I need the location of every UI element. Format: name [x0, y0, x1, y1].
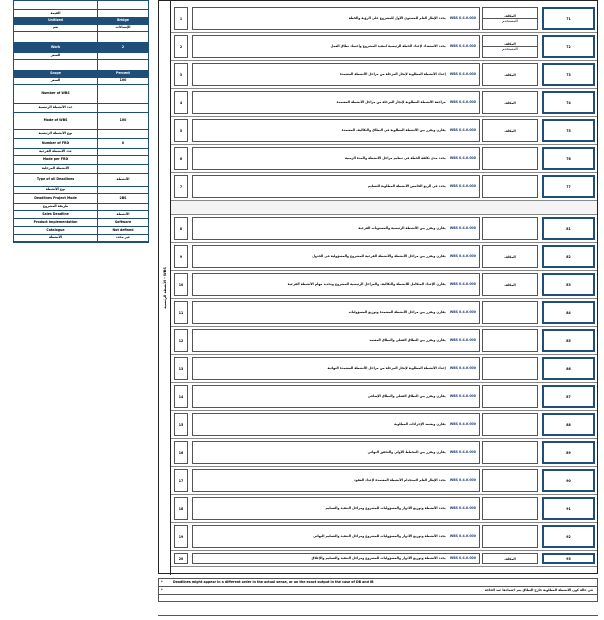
- group-label: الأنشطة الرئيسية - WBS: [162, 267, 167, 309]
- row-status-secondary: المستخدم: [483, 46, 537, 51]
- table-row: [171, 383, 597, 411]
- row-seq: 7: [174, 175, 188, 198]
- info-label-text: Work: [50, 44, 61, 49]
- row-seq: 5: [174, 119, 188, 142]
- info-row: [14, 1, 148, 9]
- info-label: [14, 187, 97, 193]
- row-status: [482, 441, 538, 464]
- info-value: [98, 139, 148, 148]
- row-description-text: مراجعة الأنشطة المطلوبة لإنجاز المرحلة من مراحل الأنشطة المعتمدة: [336, 99, 446, 104]
- info-label-text: السعر: [50, 78, 61, 83]
- row-status-secondary: المستخدم: [483, 18, 537, 23]
- row-code: WBS 0.4.0.000: [449, 71, 476, 76]
- table-row: [171, 145, 597, 173]
- info-label: [14, 71, 97, 77]
- row-status: [482, 119, 538, 142]
- info-row: [14, 227, 148, 234]
- info-row: [14, 104, 148, 112]
- row-status: [482, 385, 538, 408]
- row-seq: 19: [174, 525, 188, 548]
- row-code: WBS 0.4.0.000: [449, 421, 476, 426]
- table-row: [171, 467, 597, 495]
- row-seq: 11: [174, 301, 188, 324]
- info-value-text: 2BS: [119, 195, 127, 200]
- row-number: 87: [542, 385, 595, 408]
- info-value: [98, 78, 148, 84]
- row-code: WBS 0.4.0.000: [449, 505, 476, 510]
- table-row: [171, 89, 597, 117]
- row-description: [192, 301, 480, 324]
- row-seq: 13: [174, 357, 188, 380]
- info-value: [98, 211, 148, 218]
- row-seq: 1: [174, 7, 188, 30]
- row-status: [482, 357, 538, 380]
- row-description: [192, 553, 480, 564]
- row-number: 72: [542, 35, 595, 58]
- row-description-text: يحدد الأنشطة وتوزيع الأدوار والمسؤوليات للمشروع ومراحل التنفيذ والتسليم النهائي: [313, 533, 446, 538]
- row-seq: 2: [174, 35, 188, 58]
- footer-key: *: [161, 580, 163, 584]
- info-row: [14, 187, 148, 193]
- row-description-text: يقارن ويقرر بين مراحل الأنشطة المعتمدة وتوزيع المسؤوليات: [348, 309, 446, 314]
- row-code: WBS 0.4.0.000: [449, 477, 476, 482]
- info-label: [14, 113, 97, 129]
- row-description-text: يقارن ويقرر بين النطاق الفعلي والنطاق الإضافي: [367, 393, 446, 398]
- row-status: [482, 217, 538, 240]
- info-label: [14, 60, 97, 70]
- info-value: [98, 10, 148, 17]
- row-description: [192, 147, 480, 170]
- row-description: [192, 63, 480, 86]
- info-label: [14, 1, 97, 9]
- info-row: [14, 85, 148, 103]
- info-row: [14, 71, 148, 77]
- table-row: [171, 355, 597, 383]
- row-number: 77: [542, 175, 595, 198]
- info-label: [14, 139, 97, 148]
- row-number: 81: [542, 217, 595, 240]
- row-status-primary: المكلف: [504, 14, 516, 18]
- row-status: [482, 525, 538, 548]
- row-number: 76: [542, 147, 595, 170]
- info-label: [14, 43, 97, 52]
- info-label-text: Number of FRD: [41, 140, 70, 145]
- row-status-primary: المكلف: [504, 128, 516, 133]
- info-row: [14, 149, 148, 155]
- table-row: [171, 299, 597, 327]
- info-label: [14, 149, 97, 155]
- row-status-primary: المكلف: [504, 254, 516, 259]
- info-label-text: Catalogue: [46, 227, 65, 232]
- row-status: [482, 63, 538, 86]
- row-code: WBS 0.4.0.000: [449, 281, 476, 286]
- footer-row: [158, 594, 598, 602]
- row-status-primary: المكلف: [504, 72, 516, 77]
- info-label: [14, 211, 97, 218]
- info-value: [98, 53, 148, 59]
- row-status-primary: المكلف: [504, 282, 516, 287]
- info-label: [14, 85, 97, 103]
- info-value-text: 100: [119, 118, 127, 123]
- table-row: [171, 411, 597, 439]
- info-label: [14, 53, 97, 59]
- info-value: [98, 187, 148, 193]
- row-description: [192, 469, 480, 492]
- row-seq: 10: [174, 273, 188, 296]
- table-row: [171, 173, 597, 201]
- info-row: [14, 10, 148, 17]
- row-status: [482, 147, 538, 170]
- info-row: [14, 174, 148, 186]
- row-description: [192, 273, 480, 296]
- table-row: [171, 271, 597, 299]
- footer-row: [158, 586, 598, 594]
- row-description-text: يحدد الإطار العام لاستخدام الأنشطة المعتمدة لإعداد العقود: [353, 477, 446, 482]
- row-description-text: يقارن ويقرر بين الأنشطة الرئيسية والمستويات الفرعية: [358, 225, 446, 230]
- info-label-text: Sales Deadline: [42, 211, 69, 216]
- row-number: 74: [542, 91, 595, 114]
- info-row: [14, 219, 148, 226]
- info-row: [14, 113, 148, 129]
- row-status: [482, 301, 538, 324]
- info-label-text: Product Implementation: [33, 219, 78, 224]
- info-label-text: نوع الأنشطة: [45, 187, 66, 192]
- table-row: [171, 215, 597, 243]
- info-row: [14, 53, 148, 59]
- info-row: [14, 18, 148, 24]
- info-value-text: Not defined: [112, 227, 134, 232]
- info-value: [98, 235, 148, 241]
- table-row: [171, 33, 597, 61]
- row-seq: 4: [174, 91, 188, 114]
- table-row: [171, 439, 597, 467]
- row-description-text: يقارن الإعداد المتكامل للأنشطة والتكاليف والمراحل الرئيسية للمشروع وتحديد مهام الأنشطة الفرعية: [287, 281, 446, 286]
- info-label-text: Number of WBS: [41, 91, 70, 96]
- footer-right: في حالة كون الأنشطة المطلوبة خارج النطاق يتم اعتمادها عند الحاجة: [484, 588, 593, 592]
- row-seq: 20: [174, 553, 188, 564]
- row-code: WBS 0.4.0.000: [449, 365, 476, 370]
- info-label-text: Scope: [50, 71, 61, 76]
- info-value: [98, 219, 148, 226]
- info-row: [14, 25, 148, 31]
- row-status: [482, 497, 538, 520]
- row-code: WBS 0.4.0.000: [449, 533, 476, 538]
- info-label: [14, 227, 97, 234]
- info-row: [14, 139, 148, 148]
- row-description-text: يقارن ويعتمد الإجراءات المطلوبة: [394, 421, 446, 426]
- row-code: WBS 0.4.0.000: [449, 155, 476, 160]
- info-value-text: Software: [114, 219, 132, 224]
- row-number: 90: [542, 469, 595, 492]
- info-value-text: 2: [121, 44, 125, 49]
- info-label: [14, 104, 97, 112]
- row-description: [192, 91, 480, 114]
- info-label: [14, 194, 97, 203]
- info-value-text: الأنشطة: [116, 211, 130, 216]
- info-value: [98, 18, 148, 24]
- bottom-divider: [158, 615, 598, 616]
- row-code: WBS 0.4.0.000: [449, 337, 476, 342]
- info-label: [14, 156, 97, 164]
- info-label-text: Mode of WBS: [43, 118, 68, 123]
- row-description-text: يحدد الإطار العام للمستوى الأول للمشروع على الرؤية والخطة: [348, 15, 446, 20]
- info-value: [98, 165, 148, 173]
- info-label-text: عدد الأنشطة الفرعية: [39, 149, 72, 154]
- info-value: [98, 1, 148, 9]
- info-label: [14, 204, 97, 210]
- row-code: WBS 0.4.0.000: [449, 183, 476, 188]
- table-row: [171, 327, 597, 355]
- row-number: 75: [542, 119, 595, 142]
- info-row: [14, 60, 148, 70]
- info-label-text: Unitized: [48, 18, 63, 23]
- row-status: [482, 7, 538, 30]
- row-number: 82: [542, 245, 595, 268]
- row-description: [192, 357, 480, 380]
- row-description-text: يحدد الأنشطة وتوزيع الأدوار والمسؤوليات للمشروع ومراحل التنفيذ والتسليم: [325, 505, 446, 510]
- row-code: WBS 0.4.0.000: [449, 127, 476, 132]
- info-value-text: غير محدد: [115, 235, 131, 240]
- row-status-primary: المكلف: [504, 556, 516, 561]
- row-code: WBS 0.4.0.000: [449, 449, 476, 454]
- footer-text: Deadlines might appear in a different order in the actual sense, or on the exact output in the case of DB and IB: [173, 580, 374, 584]
- info-row: [14, 211, 148, 218]
- row-seq: 6: [174, 147, 188, 170]
- row-number: 86: [542, 357, 595, 380]
- row-description: [192, 245, 480, 268]
- row-description: [192, 175, 480, 198]
- row-seq: 8: [174, 217, 188, 240]
- info-label: [14, 130, 97, 138]
- row-status-primary: المكلف: [504, 42, 516, 46]
- row-description: [192, 413, 480, 436]
- row-description: [192, 497, 480, 520]
- schedule-table: [158, 0, 598, 574]
- info-row: [14, 235, 148, 241]
- row-status: [482, 91, 538, 114]
- info-value-text: 0: [121, 140, 125, 145]
- row-description-text: يقارن ويقرر بين مراحل الأنشطة والأنشطة الفرعية للمشروع والمسؤولية في الجدول: [312, 253, 446, 258]
- info-label: [14, 165, 97, 173]
- footer-key: *: [161, 588, 163, 592]
- info-row: [14, 43, 148, 52]
- table-row: [171, 201, 597, 215]
- row-status: [482, 469, 538, 492]
- info-value: [98, 25, 148, 31]
- info-label-text: طريقة المشروع: [42, 204, 69, 209]
- table-row: [171, 61, 597, 89]
- info-label: [14, 10, 97, 17]
- row-code: WBS 0.4.0.000: [449, 15, 476, 20]
- row-number: 85: [542, 329, 595, 352]
- row-code: WBS 0.4.0.000: [449, 43, 476, 48]
- info-value: [98, 204, 148, 210]
- row-status: [482, 413, 538, 436]
- row-description: [192, 7, 480, 30]
- info-value-text: Bridge: [117, 18, 129, 23]
- row-code: WBS 0.4.0.000: [449, 393, 476, 398]
- row-description-text: إعداد الأنشطة المطلوبة لإنجاز المرحلة من مراحل الأنشطة المعتمدة النهائية: [327, 365, 446, 370]
- info-label-text: نوع الأنشطة الرئيسية: [38, 131, 73, 136]
- table-row: [171, 243, 597, 271]
- row-number: 89: [542, 441, 595, 464]
- info-value: [98, 113, 148, 129]
- info-value-text: 100: [119, 78, 127, 83]
- row-status: [482, 35, 538, 58]
- footer-row: [158, 578, 598, 586]
- table-row: [171, 5, 597, 33]
- row-code: WBS 0.4.0.000: [449, 309, 476, 314]
- row-code: WBS 0.4.0.000: [449, 555, 476, 560]
- row-seq: 9: [174, 245, 188, 268]
- info-label-text: السعر: [50, 53, 61, 58]
- info-value: [98, 174, 148, 186]
- info-row: [14, 156, 148, 164]
- row-description: [192, 329, 480, 352]
- row-number: 88: [542, 413, 595, 436]
- info-value-text: الأنشطة: [116, 177, 130, 182]
- info-value: [98, 149, 148, 155]
- group-label-cell: [159, 1, 171, 575]
- row-number: 84: [542, 301, 595, 324]
- row-code: WBS 0.4.0.000: [449, 253, 476, 258]
- info-row: [14, 130, 148, 138]
- row-description-text: يقارن ويقرر بين النطاق الفعلي والنطاق المعتمد: [369, 337, 446, 342]
- row-number: 91: [542, 497, 595, 520]
- row-description-text: يحدد الأنشطة وتوزيع الأدوار والمسؤوليات للمشروع ومراحل التنفيذ والتسليم والإغلاق: [311, 555, 446, 560]
- row-description: [192, 35, 480, 58]
- info-label: [14, 235, 97, 241]
- row-description-text: إعداد الأنشطة المطلوبة لإنجاز المرحلة من مراحل الأنشطة المعتمدة: [339, 71, 446, 76]
- row-seq: 18: [174, 497, 188, 520]
- info-value-text: Percent: [116, 71, 130, 76]
- row-seq: 17: [174, 469, 188, 492]
- info-label: [14, 25, 97, 31]
- info-row: [14, 32, 148, 42]
- row-description: [192, 385, 480, 408]
- row-status: [482, 245, 538, 268]
- info-value: [98, 60, 148, 70]
- table-row: [171, 117, 597, 145]
- info-value: [98, 194, 148, 203]
- row-code: WBS 0.4.0.000: [449, 99, 476, 104]
- row-seq: 15: [174, 413, 188, 436]
- info-value: [98, 130, 148, 138]
- row-number: 73: [542, 63, 595, 86]
- row-description-text: يحدد الاستعداد لإعداد الخطة الرئيسية لتنفيذ المشروع واعتماد نطاق العمل: [330, 43, 446, 48]
- row-code: WBS 0.4.0.000: [449, 225, 476, 230]
- row-number: 71: [542, 7, 595, 30]
- info-label: [14, 219, 97, 226]
- info-label-text: القيمة: [50, 10, 61, 15]
- row-status: [482, 329, 538, 352]
- row-number: 83: [542, 273, 595, 296]
- row-description-text: يحدد مدى تكلفة الخطة في تنظيم مراحل الأنشطة والمدة الزمنية: [345, 155, 446, 160]
- row-status: [482, 273, 538, 296]
- row-description: [192, 525, 480, 548]
- info-value: [98, 71, 148, 77]
- row-description: [192, 217, 480, 240]
- row-status: [482, 553, 538, 564]
- row-status-primary: المكلف: [504, 100, 516, 105]
- info-label-text: Deadlines Project Mode: [34, 195, 77, 200]
- info-value: [98, 104, 148, 112]
- info-row: [14, 194, 148, 203]
- row-seq: 16: [174, 441, 188, 464]
- table-row: [171, 551, 597, 567]
- row-seq: 14: [174, 385, 188, 408]
- footer-notes: [158, 578, 598, 602]
- row-description-text: يحدد في الربع الخامس الأنشطة المطلوبة للتسليم: [367, 183, 446, 188]
- info-label-text: الأنشطة المرحلية: [41, 166, 70, 171]
- table-row: [171, 523, 597, 551]
- info-label-text: الأنشطة: [49, 235, 62, 240]
- row-description-text: يقارن ويقرر بين المخطط الأولي والتحقق النهائي: [367, 449, 446, 454]
- row-number: 93: [542, 553, 595, 564]
- info-value: [98, 227, 148, 234]
- info-label-text: عدد الأنشطة الرئيسية: [38, 105, 73, 110]
- info-value: [98, 43, 148, 52]
- row-description-text: يقارن ويقرر بين الأنشطة المطلوبة في النطاق والتكاليف المعتمدة: [341, 127, 446, 132]
- info-label-text: Mode per FRD: [42, 157, 69, 162]
- project-info-panel: [13, 0, 149, 243]
- info-row: [14, 78, 148, 84]
- info-label: [14, 174, 97, 186]
- table-row: [171, 495, 597, 523]
- info-row: [14, 165, 148, 173]
- row-number: 92: [542, 525, 595, 548]
- info-row: [14, 204, 148, 210]
- row-description: [192, 119, 480, 142]
- row-seq: 3: [174, 63, 188, 86]
- row-description: [192, 441, 480, 464]
- row-status: [482, 175, 538, 198]
- info-label: [14, 78, 97, 84]
- info-value: [98, 85, 148, 103]
- info-label-text: Type of all Deadlines: [36, 177, 75, 182]
- info-value: [98, 32, 148, 42]
- info-label: [14, 32, 97, 42]
- row-seq: 12: [174, 329, 188, 352]
- info-label-text: نعم: [52, 25, 59, 30]
- info-value-text: الإنشاءات: [115, 25, 131, 30]
- info-value: [98, 156, 148, 164]
- info-label: [14, 18, 97, 24]
